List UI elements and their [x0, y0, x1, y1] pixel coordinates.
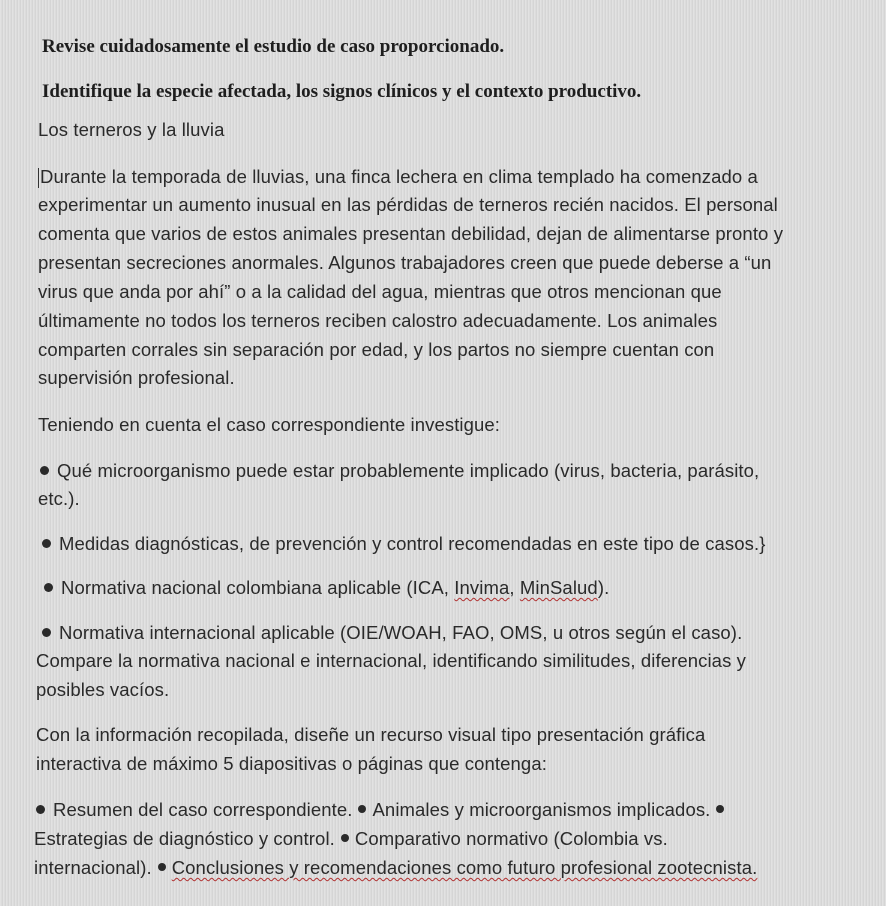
- text-cursor: [38, 168, 39, 188]
- compare-line-1: Compare la normativa nacional e internacional, identificando similitudes, diferencias y: [36, 650, 747, 671]
- paragraph-line: comenta que varios de estos animales presentan debilidad, dejan de alimentarse pronto y: [38, 223, 784, 244]
- bullet-icon: [341, 834, 349, 842]
- paragraph-line: comparten corrales sin separación por edad, y los partos no siempre cuentan con: [38, 339, 715, 360]
- bullet-icon: [42, 539, 51, 548]
- spellcheck-minsalud: MinSalud: [519, 577, 598, 598]
- instruction-1: Revise cuidadosamente el estudio de caso proporcionado.: [42, 36, 505, 57]
- case-title: Los terneros y la lluvia: [38, 119, 225, 140]
- spellcheck-conclusions: Conclusiones y recomendaciones como futuro profesional zootecnista.: [171, 857, 758, 878]
- resource-items-line-3: internacional). Conclusiones y recomendaciones como futuro profesional zootecnista.: [34, 857, 758, 878]
- bullet-international-norms: Normativa internacional aplicable (OIE/WOAH, FAO, OMS, u otros según el caso).: [42, 622, 742, 644]
- paragraph-line: presentan secreciones anormales. Algunos trabajadores creen que puede deberse a “un: [38, 252, 772, 273]
- bullet-icon: [36, 805, 45, 814]
- resource-line-2: interactiva de máximo 5 diapositivas o páginas que contenga:: [36, 753, 547, 774]
- bullet-icon: [358, 805, 366, 813]
- paragraph-line: supervisión profesional.: [38, 367, 235, 388]
- bullet-icon: [716, 805, 724, 813]
- bullet-icon: [44, 583, 53, 592]
- paragraph-line: últimamente no todos los terneros reciben calostro adecuadamente. Los animales: [38, 310, 718, 331]
- bullet-icon: [158, 863, 166, 871]
- paragraph-line: virus que anda por ahí” o a la calidad del agua, mientras que otros mencionan que: [38, 281, 722, 302]
- resource-line-1: Con la información recopilada, diseñe un recurso visual tipo presentación gráfica: [36, 724, 706, 745]
- spellcheck-invima: Invima: [454, 577, 510, 598]
- investigate-intro: Teniendo en cuenta el caso correspondiente investigue:: [38, 414, 501, 435]
- paragraph-line: Durante la temporada de lluvias, una finca lechera en clima templado ha comenzado a: [40, 166, 758, 187]
- bullet-microorganism: Qué microorganismo puede estar probablemente implicado (virus, bacteria, parásito,: [40, 460, 759, 482]
- paragraph-line: experimentar un aumento inusual en las pérdidas de terneros recién nacidos. El personal: [38, 194, 778, 215]
- bullet-icon: [40, 466, 49, 475]
- instruction-2: Identifique la especie afectada, los signos clínicos y el contexto productivo.: [42, 81, 642, 102]
- resource-items-line-1: Resumen del caso correspondiente. Animales y microorganismos implicados.: [36, 799, 730, 821]
- bullet-national-norms: Normativa nacional colombiana aplicable (ICA, Invima, MinSalud).: [44, 577, 609, 599]
- bullet-measures: Medidas diagnósticas, de prevención y control recomendadas en este tipo de casos.}: [42, 533, 765, 555]
- bullet-icon: [42, 628, 51, 637]
- bullet-microorganism-cont: etc.).: [38, 488, 80, 509]
- compare-line-2: posibles vacíos.: [36, 679, 170, 700]
- resource-items-line-2: Estrategias de diagnóstico y control. Comparativo normativo (Colombia vs.: [34, 828, 668, 849]
